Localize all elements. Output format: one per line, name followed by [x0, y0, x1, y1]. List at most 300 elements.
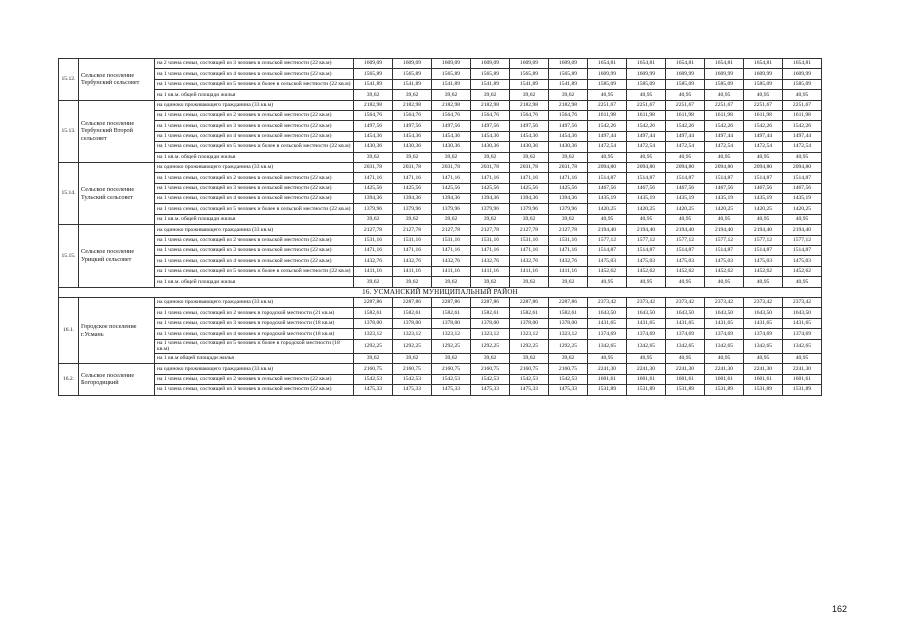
value-cell: 1379,96	[393, 204, 432, 214]
value-cell: 1431,65	[783, 318, 822, 328]
value-cell: 2287,86	[432, 297, 471, 307]
value-cell: 2251,67	[705, 100, 744, 110]
table-row	[59, 297, 822, 307]
value-cell: 1514,87	[627, 173, 666, 183]
value-cell: 40,95	[783, 353, 822, 363]
value-cell: 1541,89	[471, 79, 510, 89]
category-label: на 1 члена семьи, состоящей из 5 человек и более в сельской местности (22 кв.м)	[155, 142, 354, 152]
value-cell: 1323,12	[393, 329, 432, 339]
value-cell: 2160,75	[354, 364, 393, 374]
value-cell: 1467,56	[705, 183, 744, 193]
category-label: на 1 члена семьи, состоящей из 5 человек и более в сельской местности (22 кв.м)	[155, 79, 354, 89]
value-cell: 1531,89	[627, 385, 666, 395]
value-cell: 39,62	[432, 214, 471, 224]
value-cell: 1582,61	[432, 308, 471, 318]
value-cell: 40,95	[666, 152, 705, 162]
value-cell: 1611,98	[666, 110, 705, 120]
value-cell: 1542,26	[705, 121, 744, 131]
value-cell: 39,62	[510, 152, 549, 162]
value-cell: 2287,86	[510, 297, 549, 307]
value-cell: 1582,61	[354, 308, 393, 318]
value-cell: 1425,56	[510, 183, 549, 193]
value-cell: 2182,98	[393, 100, 432, 110]
value-cell: 2251,67	[666, 100, 705, 110]
table-row	[59, 100, 822, 110]
value-cell: 39,62	[549, 152, 588, 162]
value-cell: 1394,36	[510, 194, 549, 204]
value-cell: 2194,40	[744, 225, 783, 235]
value-cell: 1432,76	[549, 256, 588, 266]
value-cell: 1643,50	[744, 308, 783, 318]
category-label: на 1 члена семьи, состоящей из 2 человек в городской местности (21 кв.м)	[155, 308, 354, 318]
value-cell: 2127,78	[354, 225, 393, 235]
value-cell: 1471,16	[471, 173, 510, 183]
value-cell: 1452,62	[666, 266, 705, 276]
value-cell: 1585,09	[627, 79, 666, 89]
table-row	[59, 142, 822, 152]
value-cell: 1514,87	[588, 173, 627, 183]
value-cell: 39,62	[393, 277, 432, 287]
value-cell: 1475,33	[354, 385, 393, 395]
value-cell: 1585,09	[783, 79, 822, 89]
value-cell: 1654,81	[627, 59, 666, 69]
value-cell: 1531,89	[744, 385, 783, 395]
value-cell: 2194,40	[627, 225, 666, 235]
value-cell: 1472,54	[666, 142, 705, 152]
value-cell: 1432,76	[393, 256, 432, 266]
value-cell: 40,95	[627, 90, 666, 100]
value-cell: 40,95	[627, 152, 666, 162]
value-cell: 39,62	[432, 152, 471, 162]
value-cell: 1542,26	[666, 121, 705, 131]
value-cell: 1609,99	[627, 69, 666, 79]
value-cell: 1609,99	[783, 69, 822, 79]
category-label: на 1 члена семьи, состоящей из 5 человек и более в сельской местности (22 кв.м)	[155, 204, 354, 214]
value-cell: 1542,26	[783, 121, 822, 131]
value-cell: 1292,25	[354, 339, 393, 353]
value-cell: 1497,44	[588, 131, 627, 141]
value-cell: 1514,87	[666, 173, 705, 183]
value-cell: 1577,12	[627, 235, 666, 245]
value-cell: 1654,81	[666, 59, 705, 69]
value-cell: 1565,89	[471, 69, 510, 79]
value-cell: 1585,09	[705, 79, 744, 89]
settlement-code: 15.14.	[59, 162, 79, 224]
value-cell: 1342,65	[627, 339, 666, 353]
value-cell: 2251,67	[627, 100, 666, 110]
page-number: 162	[832, 604, 848, 614]
table-row	[59, 173, 822, 183]
value-cell: 1564,76	[510, 110, 549, 120]
value-cell: 1582,61	[393, 308, 432, 318]
value-cell: 2251,67	[588, 100, 627, 110]
category-label: на 1 члена семьи, состоящей из 3 человек в сельской местности (22 кв.м)	[155, 183, 354, 193]
value-cell: 1394,36	[354, 194, 393, 204]
category-label: на 1 члена семьи, состоящей из 2 человек в сельской местности (22 кв.м)	[155, 173, 354, 183]
value-cell: 1432,76	[432, 256, 471, 266]
value-cell: 1514,87	[705, 246, 744, 256]
value-cell: 39,62	[510, 353, 549, 363]
value-cell: 1378,00	[393, 318, 432, 328]
value-cell: 1323,12	[549, 329, 588, 339]
value-cell: 40,95	[783, 152, 822, 162]
table-row	[59, 277, 822, 287]
value-cell: 39,62	[549, 90, 588, 100]
category-label: на 1 кв.м. общей площади жилья	[155, 277, 354, 287]
category-label: на 1 члена семьи, состоящей из 3 человек в сельской местности (22 кв.м)	[155, 121, 354, 131]
value-cell: 1497,56	[549, 121, 588, 131]
value-cell: 1564,76	[549, 110, 588, 120]
value-cell: 2241,30	[627, 364, 666, 374]
value-cell: 1374,69	[744, 329, 783, 339]
value-cell: 1531,89	[783, 385, 822, 395]
value-cell: 39,62	[354, 353, 393, 363]
category-label: на 1 члена семьи, состоящей из 4 человек в сельской местности (22 кв.м)	[155, 194, 354, 204]
value-cell: 1497,44	[666, 131, 705, 141]
value-cell: 1542,53	[549, 374, 588, 384]
table-row	[59, 266, 822, 276]
value-cell: 40,95	[705, 353, 744, 363]
table-row	[59, 90, 822, 100]
value-cell: 1471,16	[354, 246, 393, 256]
value-cell: 2373,42	[666, 297, 705, 307]
value-cell: 1467,56	[783, 183, 822, 193]
value-cell: 1475,03	[627, 256, 666, 266]
value-cell: 1430,36	[432, 142, 471, 152]
value-cell: 1379,96	[354, 204, 393, 214]
value-cell: 1472,54	[744, 142, 783, 152]
table-row	[59, 246, 822, 256]
value-cell: 1435,19	[744, 194, 783, 204]
value-cell: 1471,16	[510, 173, 549, 183]
value-cell: 2160,75	[510, 364, 549, 374]
value-cell: 1432,76	[510, 256, 549, 266]
value-cell: 39,62	[471, 214, 510, 224]
value-cell: 1379,96	[549, 204, 588, 214]
value-cell: 1497,56	[393, 121, 432, 131]
value-cell: 1472,54	[783, 142, 822, 152]
value-cell: 1323,12	[471, 329, 510, 339]
value-cell: 39,62	[393, 353, 432, 363]
value-cell: 2127,78	[549, 225, 588, 235]
value-cell: 2287,86	[471, 297, 510, 307]
value-cell: 1452,62	[705, 266, 744, 276]
settlement-code: 15.13.	[59, 100, 79, 162]
value-cell: 1454,36	[471, 131, 510, 141]
value-cell: 1454,36	[510, 131, 549, 141]
value-cell: 2241,30	[705, 364, 744, 374]
value-cell: 1531,16	[471, 235, 510, 245]
value-cell: 2031,78	[432, 162, 471, 172]
value-cell: 1471,16	[432, 246, 471, 256]
value-cell: 2373,42	[627, 297, 666, 307]
table-row	[59, 59, 822, 69]
value-cell: 1378,00	[510, 318, 549, 328]
category-label: на 1 члена семьи, состоящей из 5 человек и более в городской местности (18 кв.м)	[155, 339, 354, 353]
value-cell: 1342,65	[705, 339, 744, 353]
value-cell: 2251,67	[783, 100, 822, 110]
value-cell: 1432,76	[354, 256, 393, 266]
value-cell: 1601,61	[744, 374, 783, 384]
value-cell: 2194,40	[783, 225, 822, 235]
value-cell: 1542,26	[588, 121, 627, 131]
category-label: на 1 члена семьи, состоящей из 5 человек и более в сельской местности (22 кв.м)	[155, 266, 354, 276]
value-cell: 1420,25	[588, 204, 627, 214]
value-cell: 2127,78	[432, 225, 471, 235]
value-cell: 39,62	[510, 214, 549, 224]
settlement-name: Сельское поселение Урицкий сельсовет	[79, 225, 155, 287]
value-cell: 1292,25	[510, 339, 549, 353]
value-cell: 1378,00	[549, 318, 588, 328]
value-cell: 1471,16	[393, 173, 432, 183]
value-cell: 1565,89	[354, 69, 393, 79]
value-cell: 1643,50	[627, 308, 666, 318]
value-cell: 1531,16	[432, 235, 471, 245]
value-cell: 1609,99	[588, 69, 627, 79]
settlement-code: 16.1.	[59, 297, 79, 363]
value-cell: 1611,98	[705, 110, 744, 120]
value-cell: 1514,87	[588, 246, 627, 256]
value-cell: 1452,62	[783, 266, 822, 276]
value-cell: 2241,30	[783, 364, 822, 374]
settlement-code: 16.2.	[59, 364, 79, 395]
value-cell: 1467,56	[666, 183, 705, 193]
value-cell: 2287,86	[393, 297, 432, 307]
value-cell: 2031,78	[549, 162, 588, 172]
value-cell: 1585,09	[744, 79, 783, 89]
value-cell: 1431,65	[588, 318, 627, 328]
settlement-name: Сельское поселение Тербунский сельсовет	[79, 59, 155, 101]
value-cell: 1601,61	[666, 374, 705, 384]
value-cell: 1394,36	[549, 194, 588, 204]
value-cell: 40,95	[588, 152, 627, 162]
value-cell: 39,62	[549, 277, 588, 287]
value-cell: 1475,03	[588, 256, 627, 266]
value-cell: 39,62	[354, 214, 393, 224]
value-cell: 1472,54	[705, 142, 744, 152]
value-cell: 1471,16	[510, 246, 549, 256]
value-cell: 40,95	[744, 277, 783, 287]
value-cell: 1654,81	[783, 59, 822, 69]
value-cell: 1531,16	[354, 235, 393, 245]
table-row	[59, 131, 822, 141]
table-row	[59, 183, 822, 193]
table-row	[59, 235, 822, 245]
value-cell: 1435,19	[705, 194, 744, 204]
value-cell: 1475,03	[705, 256, 744, 266]
value-cell: 1471,16	[549, 173, 588, 183]
value-cell: 1454,36	[549, 131, 588, 141]
value-cell: 1420,25	[705, 204, 744, 214]
value-cell: 1292,25	[432, 339, 471, 353]
value-cell: 1425,56	[393, 183, 432, 193]
value-cell: 2241,30	[666, 364, 705, 374]
value-cell: 1472,54	[588, 142, 627, 152]
value-cell: 1425,56	[354, 183, 393, 193]
value-cell: 39,62	[471, 90, 510, 100]
value-cell: 1471,16	[549, 246, 588, 256]
value-cell: 1565,89	[393, 69, 432, 79]
value-cell: 1471,16	[432, 173, 471, 183]
value-cell: 2194,40	[666, 225, 705, 235]
value-cell: 1541,89	[354, 79, 393, 89]
value-cell: 1542,53	[432, 374, 471, 384]
value-cell: 39,62	[393, 152, 432, 162]
value-cell: 1475,33	[549, 385, 588, 395]
value-cell: 1467,56	[627, 183, 666, 193]
value-cell: 1654,81	[588, 59, 627, 69]
value-cell: 1497,44	[627, 131, 666, 141]
value-cell: 1452,62	[627, 266, 666, 276]
value-cell: 1514,87	[666, 246, 705, 256]
value-cell: 40,95	[588, 214, 627, 224]
value-cell: 1609,09	[432, 59, 471, 69]
value-cell: 2127,78	[393, 225, 432, 235]
value-cell: 39,62	[549, 353, 588, 363]
value-cell: 1379,96	[471, 204, 510, 214]
category-label: на одиноко проживающего гражданина (33 кв.м)	[155, 297, 354, 307]
value-cell: 1654,81	[705, 59, 744, 69]
value-cell: 1565,89	[510, 69, 549, 79]
value-cell: 1541,89	[549, 79, 588, 89]
table-row	[59, 225, 822, 235]
value-cell: 1542,53	[393, 374, 432, 384]
value-cell: 1497,44	[705, 131, 744, 141]
table-row	[59, 214, 822, 224]
value-cell: 2251,67	[744, 100, 783, 110]
value-cell: 1435,19	[783, 194, 822, 204]
price-table	[58, 58, 822, 396]
value-cell: 1378,00	[354, 318, 393, 328]
value-cell: 1454,36	[393, 131, 432, 141]
value-cell: 40,95	[783, 214, 822, 224]
value-cell: 1601,61	[783, 374, 822, 384]
value-cell: 1411,16	[393, 266, 432, 276]
category-label: на 1 кв.м. общей площади жилья	[155, 152, 354, 162]
value-cell: 1435,19	[588, 194, 627, 204]
value-cell: 1542,53	[510, 374, 549, 384]
value-cell: 1497,56	[471, 121, 510, 131]
table-row	[59, 152, 822, 162]
value-cell: 1374,69	[666, 329, 705, 339]
value-cell: 40,95	[666, 277, 705, 287]
value-cell: 39,62	[471, 277, 510, 287]
value-cell: 40,95	[705, 152, 744, 162]
value-cell: 1497,56	[510, 121, 549, 131]
value-cell: 1601,61	[627, 374, 666, 384]
table-row	[59, 194, 822, 204]
value-cell: 1643,50	[705, 308, 744, 318]
category-label: на одиноко проживающего гражданина (33 кв.м)	[155, 364, 354, 374]
value-cell: 1542,53	[354, 374, 393, 384]
table-row	[59, 318, 822, 328]
value-cell: 1379,96	[432, 204, 471, 214]
value-cell: 1564,76	[471, 110, 510, 120]
value-cell: 40,95	[705, 90, 744, 100]
table-row	[59, 374, 822, 384]
value-cell: 1611,98	[627, 110, 666, 120]
value-cell: 40,95	[666, 90, 705, 100]
value-cell: 1425,56	[549, 183, 588, 193]
value-cell: 2373,42	[783, 297, 822, 307]
value-cell: 39,62	[393, 90, 432, 100]
value-cell: 1565,89	[549, 69, 588, 79]
table-row	[59, 69, 822, 79]
table-row	[59, 329, 822, 339]
value-cell: 1374,69	[588, 329, 627, 339]
value-cell: 1531,89	[588, 385, 627, 395]
value-cell: 1378,00	[471, 318, 510, 328]
value-cell: 1292,25	[471, 339, 510, 353]
value-cell: 2373,42	[705, 297, 744, 307]
value-cell: 1411,16	[432, 266, 471, 276]
settlement-name: Городское поселение г.Усмань	[79, 297, 155, 363]
value-cell: 1323,12	[354, 329, 393, 339]
value-cell: 1342,65	[783, 339, 822, 353]
table-row	[59, 339, 822, 353]
value-cell: 40,95	[783, 277, 822, 287]
value-cell: 1497,44	[783, 131, 822, 141]
value-cell: 1452,62	[588, 266, 627, 276]
value-cell: 1601,61	[588, 374, 627, 384]
value-cell: 1430,36	[510, 142, 549, 152]
value-cell: 1471,16	[354, 173, 393, 183]
value-cell: 1585,09	[588, 79, 627, 89]
value-cell: 1471,16	[393, 246, 432, 256]
value-cell: 1411,16	[510, 266, 549, 276]
value-cell: 1514,87	[783, 246, 822, 256]
value-cell: 39,62	[432, 277, 471, 287]
category-label: на 1 кв.м. общей площади жилья	[155, 90, 354, 100]
value-cell: 1564,76	[432, 110, 471, 120]
value-cell: 1431,65	[744, 318, 783, 328]
value-cell: 1542,53	[471, 374, 510, 384]
value-cell: 1292,25	[549, 339, 588, 353]
value-cell: 1394,36	[471, 194, 510, 204]
value-cell: 1577,12	[783, 235, 822, 245]
table-row	[59, 385, 822, 395]
value-cell: 1577,12	[588, 235, 627, 245]
settlement-name: Сельское поселение Богородицкий	[79, 364, 155, 395]
value-cell: 1564,76	[393, 110, 432, 120]
value-cell: 2194,40	[705, 225, 744, 235]
value-cell: 1542,26	[744, 121, 783, 131]
category-label: на 1 кв.м общей площади жилья	[155, 353, 354, 363]
value-cell: 1609,09	[393, 59, 432, 69]
value-cell: 1531,16	[549, 235, 588, 245]
value-cell: 1582,61	[549, 308, 588, 318]
value-cell: 39,62	[393, 214, 432, 224]
settlement-code: 15.12.	[59, 59, 79, 101]
table-row	[59, 121, 822, 131]
value-cell: 1374,69	[627, 329, 666, 339]
value-cell: 2182,98	[549, 100, 588, 110]
value-cell: 1394,36	[432, 194, 471, 204]
value-cell: 39,62	[510, 277, 549, 287]
value-cell: 1454,36	[354, 131, 393, 141]
value-cell: 39,62	[354, 90, 393, 100]
value-cell: 1471,16	[471, 246, 510, 256]
value-cell: 2094,80	[666, 162, 705, 172]
value-cell: 1497,44	[744, 131, 783, 141]
value-cell: 2160,75	[471, 364, 510, 374]
value-cell: 40,95	[627, 277, 666, 287]
settlement-name: Сельское поселение Тербунский Второй сельсовет	[79, 100, 155, 162]
value-cell: 1420,25	[783, 204, 822, 214]
value-cell: 2094,80	[705, 162, 744, 172]
value-cell: 40,95	[744, 152, 783, 162]
category-label: на 1 члена семьи, состоящей из 4 человек в сельской местности (22 кв.м)	[155, 69, 354, 79]
